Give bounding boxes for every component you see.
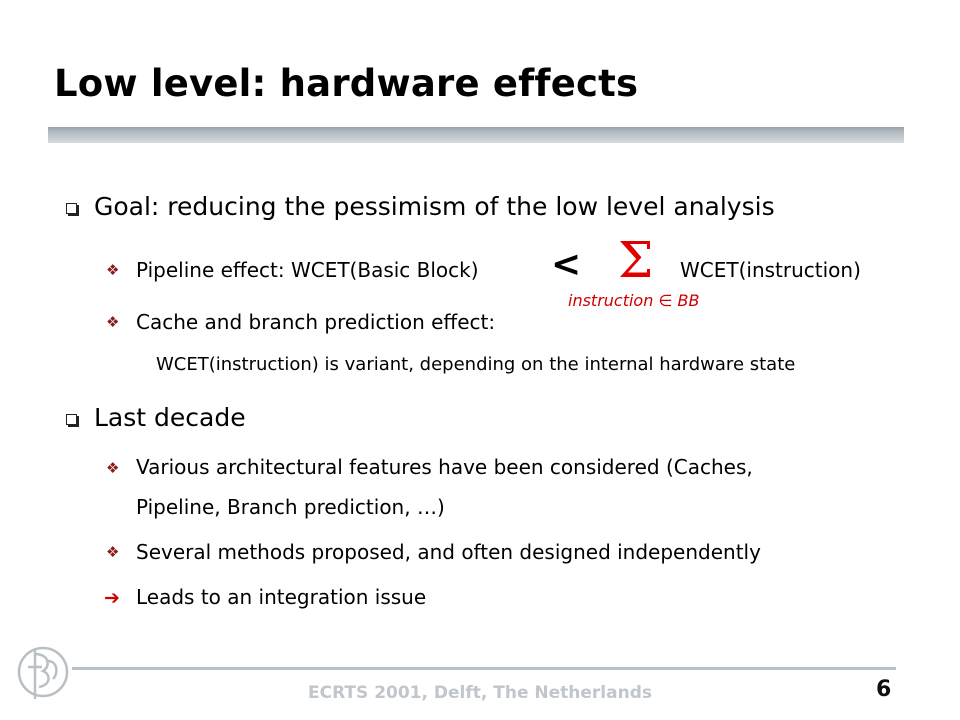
- bullet-leads: Leads to an integration issue: [136, 585, 427, 609]
- diamond-bullet-icon: ❖: [106, 543, 120, 561]
- hollow-square-icon: [66, 203, 77, 214]
- footer-text: ECRTS 2001, Delft, The Netherlands: [308, 683, 652, 703]
- bullet-several: Several methods proposed, and often designed independently: [136, 540, 761, 564]
- bullet-various-line2: Pipeline, Branch prediction, …): [136, 495, 445, 519]
- slide-title: Low level: hardware effects: [54, 62, 639, 105]
- bullet-cache: Cache and branch prediction effect:: [136, 310, 496, 334]
- sigma-symbol: Σ: [618, 231, 654, 289]
- bullet-last-decade: Last decade: [94, 403, 246, 432]
- wcet-instruction-text: WCET(instruction): [680, 258, 861, 282]
- right-arrow-icon: ➔: [104, 587, 120, 609]
- bullet-various-line1: Various architectural features have been considered (Caches,: [136, 455, 753, 479]
- footer-divider: [72, 667, 896, 670]
- bullet-goal: Goal: reducing the pessimism of the low level analysis: [94, 192, 775, 221]
- hollow-square-icon: [66, 414, 77, 425]
- sum-subscript: instruction ∈ BB: [568, 291, 700, 310]
- title-underline: [48, 127, 904, 143]
- diamond-bullet-icon: ❖: [106, 313, 120, 331]
- cache-detail-text: WCET(instruction) is variant, depending on the internal hardware state: [156, 354, 796, 375]
- bullet-pipeline: Pipeline effect: WCET(Basic Block): [136, 258, 479, 282]
- page-number: 6: [876, 677, 892, 702]
- less-than-symbol: <: [551, 244, 582, 285]
- diamond-bullet-icon: ❖: [106, 261, 120, 279]
- diamond-bullet-icon: ❖: [106, 459, 120, 477]
